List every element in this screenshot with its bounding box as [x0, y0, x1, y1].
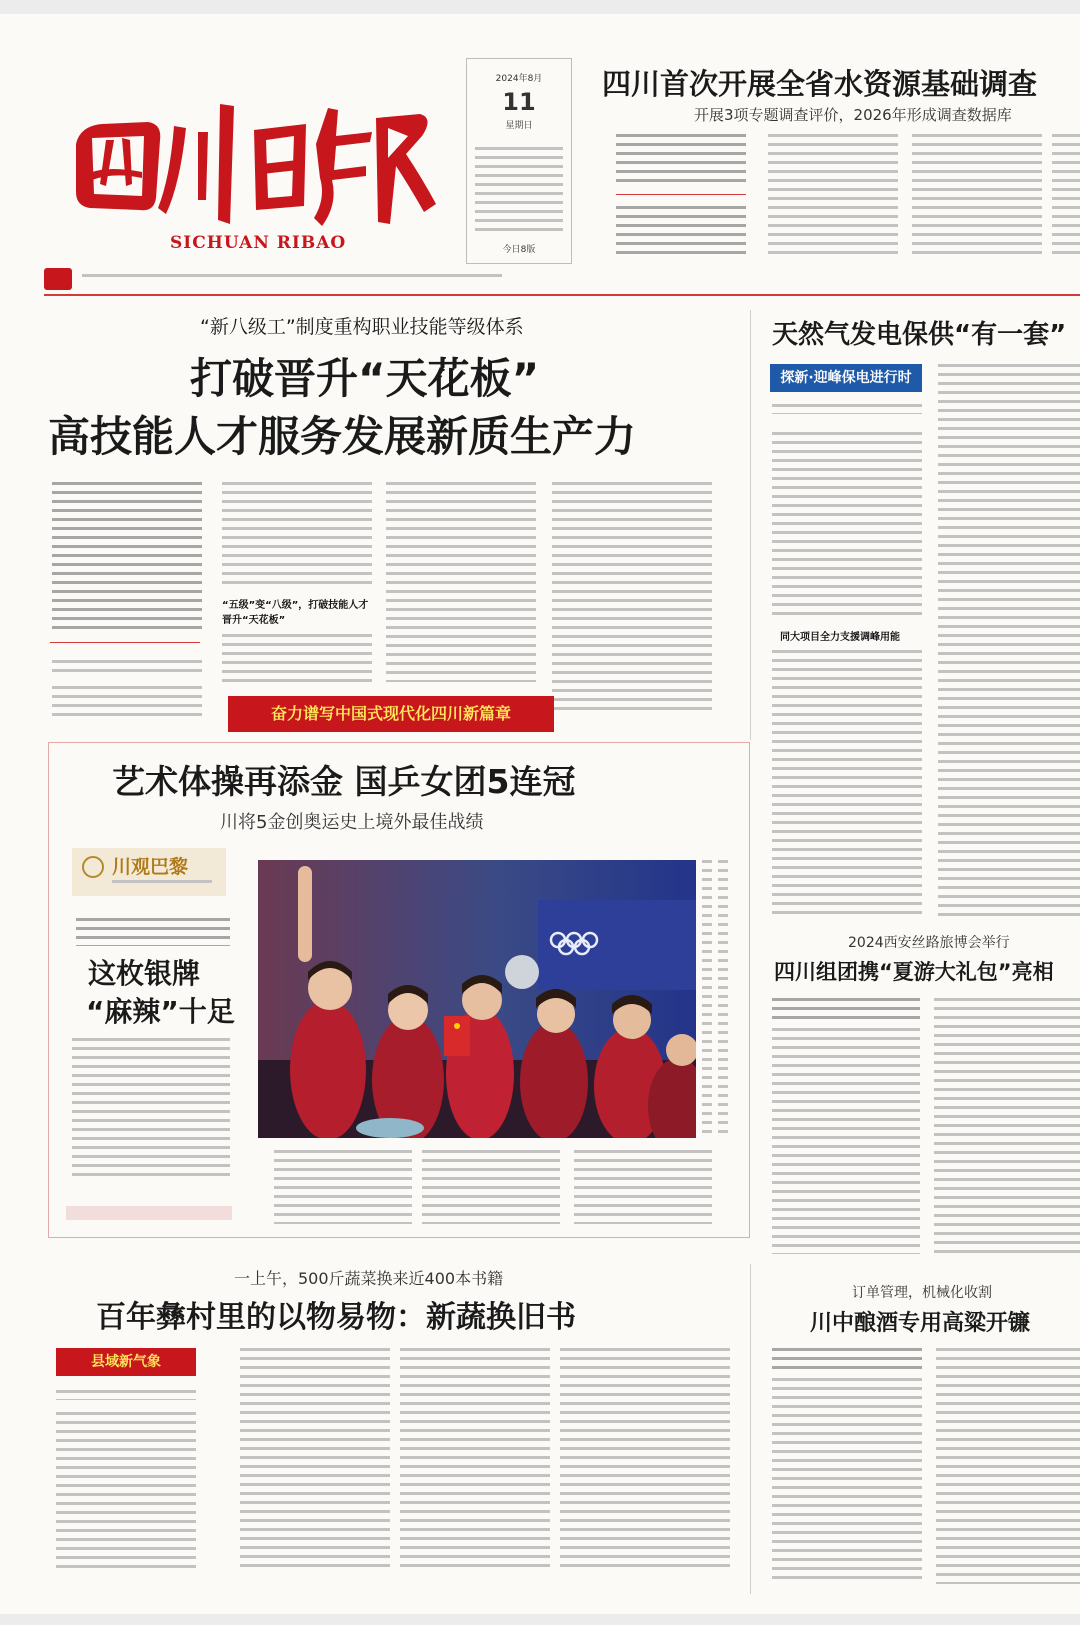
- barter-story-column-1: [56, 1412, 196, 1572]
- olympics-side-headline-2: “麻辣”十足: [86, 995, 235, 1028]
- lead-story-column-1: [52, 686, 202, 722]
- gas-story-column-2: [772, 650, 922, 920]
- sorghum-story-column-1: [772, 1378, 922, 1584]
- gas-story-label: 探新·迎峰保电进行时: [770, 364, 922, 392]
- photo-credit-vertical: [718, 860, 728, 1138]
- photo-caption-vertical: [702, 860, 712, 1138]
- related-link-box: [66, 1206, 232, 1220]
- top-story-subheadline: 开展3项专题调查评价，2026年形成调查数据库: [694, 106, 1012, 124]
- olympics-side-text: [72, 1038, 230, 1178]
- paper-emblem-icon: [44, 268, 72, 290]
- top-story-column-4: [1052, 134, 1080, 260]
- column-divider: [750, 1264, 751, 1594]
- gas-story-column-3: [938, 364, 1080, 920]
- olympics-side-headline-1: 这枚银牌: [88, 957, 201, 990]
- olympics-badge-caption: [112, 880, 212, 888]
- barter-story-kicker: 一上午，500斤蔬菜换来近400本书籍: [234, 1269, 504, 1288]
- lead-story-headline-1: 打破晋升“天花板”: [190, 354, 540, 403]
- expo-story-column-1: [772, 1028, 920, 1254]
- gas-story-byline: [772, 404, 922, 414]
- sorghum-story-column-2: [936, 1348, 1080, 1584]
- lead-story-column-2b: [222, 634, 372, 684]
- top-story-column-3: [912, 134, 1042, 260]
- date-weekday: 星期日: [505, 121, 533, 131]
- masthead-logo: [70, 74, 440, 234]
- issue-info-text: [475, 147, 563, 237]
- expo-story-headline: 四川组团携“夏游大礼包”亮相: [774, 960, 1054, 984]
- barter-story-byline: [56, 1390, 196, 1400]
- top-story-column-2: [768, 134, 898, 260]
- sorghum-story-byline: [772, 1348, 922, 1372]
- olympics-column-2: [422, 1150, 560, 1224]
- gas-story-inner-subhead: 同大项目全力支援调峰用能: [780, 632, 900, 643]
- expo-story-byline: [772, 998, 920, 1022]
- lead-story-column-3: [386, 482, 536, 682]
- lead-story-byline: [52, 660, 202, 672]
- barter-story-column-2: [240, 1348, 390, 1572]
- page-count: 今日8版: [502, 245, 536, 255]
- olympics-headline: 艺术体操再添金 国乒女团5连冠: [112, 762, 576, 801]
- masthead-rule: [44, 294, 1080, 296]
- barter-story-label: 县域新气象: [56, 1348, 196, 1376]
- top-story-intro: [616, 134, 746, 188]
- olympics-badge-label: 川观巴黎: [112, 856, 189, 878]
- top-story-headline: 四川首次开展全省水资源基础调查: [602, 67, 1038, 101]
- sorghum-story-headline: 川中酿酒专用高粱开镰: [810, 1311, 1031, 1336]
- feature-banner: 奋力谱写中国式现代化四川新篇章: [228, 696, 554, 732]
- gas-story-headline: 天然气发电保供“有一套”: [772, 320, 1067, 350]
- date-box: [466, 58, 572, 264]
- paris-logo-icon: [82, 856, 104, 878]
- gymnastics-team-photo: [258, 860, 696, 1138]
- divider: [50, 642, 200, 643]
- olympics-side-kicker: [76, 918, 230, 946]
- date-day: 11: [502, 88, 536, 116]
- gas-story-column-1: [772, 432, 922, 618]
- lead-story-headline-2: 高技能人才服务发展新质生产力: [48, 412, 637, 461]
- expo-story-column-2: [934, 998, 1080, 1254]
- olympics-badge: [72, 848, 226, 896]
- barter-story-headline: 百年彝村里的以物易物：新蔬换旧书: [96, 1300, 576, 1335]
- masthead-roman: SICHUAN RIBAO: [170, 233, 347, 253]
- olympics-column-3: [574, 1150, 712, 1224]
- lead-story-column-2: [222, 482, 372, 590]
- column-divider: [750, 310, 751, 740]
- masthead-footer-text: [82, 274, 502, 282]
- barter-story-column-3: [400, 1348, 550, 1572]
- lead-story-summary: [52, 482, 202, 632]
- lead-story-column-4: [552, 482, 712, 712]
- expo-story-kicker: 2024西安丝路旅博会举行: [848, 935, 1010, 951]
- date-year-month: 2024年8月: [495, 74, 543, 84]
- olympics-column-1: [274, 1150, 412, 1224]
- lead-story-kicker: “新八级工”制度重构职业技能等级体系: [200, 316, 524, 338]
- top-story-byline: [616, 206, 746, 260]
- divider: [616, 194, 746, 195]
- sorghum-story-kicker: 订单管理，机械化收割: [852, 1285, 992, 1301]
- newspaper-page: [0, 14, 1080, 1614]
- barter-story-column-4: [560, 1348, 730, 1572]
- olympics-subheadline: 川将5金创奥运史上境外最佳战绩: [220, 812, 484, 833]
- lead-story-inner-subhead: “五级”变“八级”，打破技能人才晋升“天花板”: [222, 600, 369, 626]
